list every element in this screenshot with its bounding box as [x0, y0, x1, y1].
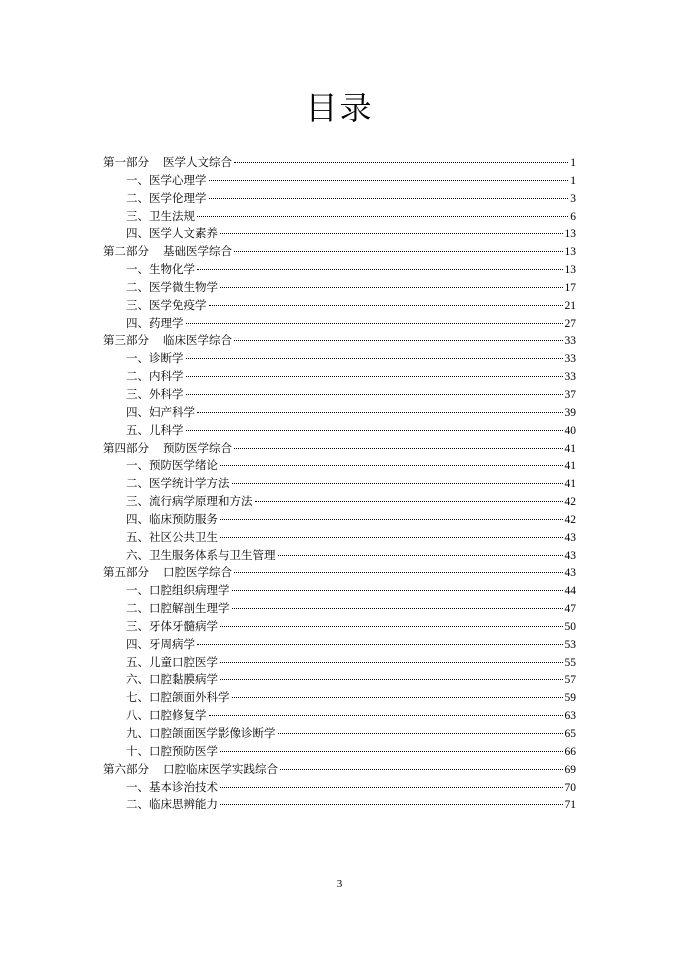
toc-page-number: 65	[564, 728, 576, 740]
toc-section-entry	[103, 350, 576, 368]
toc-entry-label: 一、基本诊治技术	[126, 779, 218, 794]
toc-dot-leader	[197, 412, 563, 413]
toc-page-number: 43	[564, 549, 576, 562]
toc-entry-label	[103, 761, 278, 779]
page-title: 目录	[305, 89, 374, 127]
toc-page-number: 17	[564, 281, 576, 294]
toc-entry-label: 二、医学微生物学	[126, 279, 218, 294]
toc-entry-label: 一、医学心理学	[126, 172, 207, 187]
toc-page-number: 27	[564, 317, 576, 330]
toc-page-number: 59	[564, 692, 576, 705]
toc-page-number: 47	[564, 603, 576, 616]
toc-page-number: 39	[564, 406, 576, 419]
toc-entry-label: 四、临床预防服务	[126, 511, 218, 526]
toc-page-number: 41	[564, 442, 576, 455]
toc-page-number: 43	[564, 567, 576, 580]
toc-section-entry	[103, 547, 576, 565]
toc-dot-leader	[220, 751, 563, 752]
toc-entry-label: 十、口腔预防医学	[126, 743, 218, 758]
toc-dot-leader	[209, 715, 563, 716]
toc-dot-leader	[186, 394, 563, 395]
toc-section-entry	[103, 190, 576, 208]
toc-page-number: 1	[570, 174, 576, 187]
toc-entry-label: 六、卫生服务体系与卫生管理	[126, 547, 276, 562]
toc-dot-leader	[197, 644, 563, 645]
toc-part-title: 口腔临床医学实践综合	[163, 761, 278, 776]
toc-part-number: 第三部分	[103, 333, 149, 348]
toc-section-entry	[103, 779, 576, 797]
toc-section-entry	[103, 796, 576, 814]
toc-dot-leader	[186, 358, 563, 359]
toc-entry-label: 八、口腔修复学	[126, 708, 207, 723]
toc-section-entry	[103, 689, 576, 707]
toc-section-entry	[103, 743, 576, 761]
toc-page-number: 3	[570, 192, 576, 205]
toc-page-number: 41	[564, 478, 576, 491]
toc-part-title: 临床医学综合	[163, 333, 232, 348]
toc-dot-leader	[232, 608, 563, 609]
toc-dot-leader	[186, 323, 563, 324]
toc-page-number: 42	[564, 496, 576, 509]
toc-section-entry	[103, 654, 576, 672]
toc-page-number: 40	[564, 424, 576, 437]
toc-entry-label	[103, 243, 232, 261]
toc-page-number: 44	[564, 585, 576, 598]
toc-entry-label: 一、口腔组织病理学	[126, 583, 230, 598]
toc-section-entry	[103, 279, 576, 297]
toc-entry-label: 四、妇产科学	[126, 404, 195, 419]
toc-entry-label: 四、牙周病学	[126, 636, 195, 651]
toc-dot-leader	[197, 269, 563, 270]
toc-entry-label: 七、口腔颌面外科学	[126, 690, 230, 705]
toc-entry-label: 三、外科学	[126, 386, 184, 401]
toc-page-number: 71	[564, 799, 576, 812]
toc-part-entry	[103, 243, 576, 261]
toc-entry-label: 二、医学统计学方法	[126, 476, 230, 491]
toc-entry-label	[103, 154, 232, 172]
toc-page-number: 13	[564, 246, 576, 259]
toc-section-entry	[103, 493, 576, 511]
toc-section-entry	[103, 386, 576, 404]
toc-page-number: 6	[570, 210, 576, 223]
table-of-contents	[103, 154, 576, 814]
toc-page-number: 1	[570, 157, 576, 169]
toc-dot-leader	[232, 590, 563, 591]
toc-page-number: 55	[564, 656, 576, 669]
page-number: 3	[336, 878, 343, 890]
toc-section-entry	[103, 725, 576, 743]
toc-entry-label: 九、口腔颌面医学影像诊断学	[126, 726, 276, 740]
toc-page-number: 69	[564, 763, 576, 776]
toc-dot-leader	[220, 679, 563, 680]
toc-section-entry	[103, 315, 576, 333]
toc-entry-label	[103, 440, 232, 458]
toc-section-entry	[103, 404, 576, 422]
toc-page-number: 70	[564, 781, 576, 794]
toc-dot-leader	[186, 376, 563, 377]
toc-part-entry	[103, 440, 576, 458]
toc-entry-label: 一、生物化学	[126, 262, 195, 277]
toc-entry-label: 二、医学伦理学	[126, 190, 207, 205]
toc-part-number: 第二部分	[103, 244, 149, 259]
toc-dot-leader	[280, 769, 563, 770]
toc-entry-label: 四、药理学	[126, 315, 184, 330]
toc-part-entry	[103, 564, 576, 582]
toc-entry-label: 五、儿科学	[126, 422, 184, 437]
toc-dot-leader	[220, 787, 563, 788]
toc-dot-leader	[220, 233, 563, 234]
toc-part-entry	[103, 154, 576, 172]
toc-section-entry	[103, 618, 576, 636]
toc-entry-label: 二、口腔解剖生理学	[126, 601, 230, 616]
toc-page-number: 43	[564, 531, 576, 544]
toc-section-entry	[103, 529, 576, 547]
toc-part-entry	[103, 332, 576, 350]
toc-section-entry	[103, 172, 576, 190]
toc-section-entry	[103, 261, 576, 279]
toc-entry-label: 三、流行病学原理和方法	[126, 494, 253, 509]
toc-dot-leader	[220, 804, 563, 805]
toc-part-entry	[103, 761, 576, 779]
toc-entry-label: 三、医学免疫学	[126, 297, 207, 312]
toc-dot-leader	[232, 483, 563, 484]
toc-dot-leader	[220, 626, 563, 627]
toc-dot-leader	[220, 287, 563, 288]
toc-page-number: 66	[564, 745, 576, 758]
toc-part-number: 第四部分	[103, 440, 149, 455]
toc-entry-label	[103, 332, 232, 350]
toc-section-entry	[103, 208, 576, 226]
toc-entry-label: 三、卫生法规	[126, 208, 195, 223]
toc-page-number: 53	[564, 638, 576, 651]
toc-page-number: 37	[564, 388, 576, 401]
toc-page-number: 57	[564, 674, 576, 687]
toc-dot-leader	[232, 697, 563, 698]
toc-section-entry	[103, 707, 576, 725]
toc-dot-leader	[255, 501, 563, 502]
toc-entry-label: 五、社区公共卫生	[126, 529, 218, 544]
toc-section-entry	[103, 225, 576, 243]
toc-part-title: 预防医学综合	[163, 440, 232, 455]
toc-page-number: 50	[564, 620, 576, 633]
toc-page-number: 13	[564, 228, 576, 241]
toc-entry-label: 三、牙体牙髓病学	[126, 618, 218, 633]
toc-entry-label: 一、诊断学	[126, 351, 184, 366]
toc-dot-leader	[234, 572, 563, 573]
toc-part-title: 基础医学综合	[163, 244, 232, 259]
toc-part-title: 医学人文综合	[163, 155, 232, 169]
toc-entry-label: 五、儿童口腔医学	[126, 654, 218, 669]
toc-page-number: 33	[564, 353, 576, 366]
toc-entry-label: 二、内科学	[126, 369, 184, 384]
toc-section-entry	[103, 582, 576, 600]
toc-section-entry	[103, 600, 576, 618]
toc-page-number: 33	[564, 335, 576, 348]
toc-dot-leader	[209, 198, 569, 199]
toc-part-number: 第五部分	[103, 565, 149, 580]
toc-section-entry	[103, 475, 576, 493]
toc-dot-leader	[278, 733, 563, 734]
toc-entry-label: 四、医学人文素养	[126, 226, 218, 241]
toc-entry-label: 一、预防医学绪论	[126, 458, 218, 473]
toc-entry-label	[103, 564, 232, 582]
toc-section-entry	[103, 636, 576, 654]
toc-part-number: 第六部分	[103, 761, 149, 776]
toc-part-number: 第一部分	[103, 155, 149, 169]
toc-section-entry	[103, 511, 576, 529]
toc-section-entry	[103, 368, 576, 386]
toc-section-entry	[103, 671, 576, 689]
toc-section-entry	[103, 422, 576, 440]
toc-page-number: 21	[564, 299, 576, 312]
toc-dot-leader	[234, 162, 568, 163]
toc-section-entry	[103, 457, 576, 475]
toc-dot-leader	[278, 555, 563, 556]
toc-page-number: 63	[564, 710, 576, 723]
toc-page-number: 13	[564, 264, 576, 277]
toc-section-entry	[103, 297, 576, 315]
toc-dot-leader	[234, 251, 563, 252]
toc-dot-leader	[209, 180, 569, 181]
toc-dot-leader	[220, 519, 563, 520]
toc-dot-leader	[234, 448, 563, 449]
toc-dot-leader	[234, 340, 563, 341]
toc-entry-label: 六、口腔黏膜病学	[126, 672, 218, 687]
toc-part-title: 口腔医学综合	[163, 565, 232, 580]
toc-dot-leader	[220, 465, 563, 466]
toc-page-number: 33	[564, 371, 576, 384]
toc-dot-leader	[220, 662, 563, 663]
toc-dot-leader	[209, 305, 563, 306]
toc-dot-leader	[197, 216, 568, 217]
toc-entry-label: 二、临床思辨能力	[126, 797, 218, 812]
toc-dot-leader	[186, 430, 563, 431]
toc-dot-leader	[220, 537, 563, 538]
toc-page-number: 42	[564, 513, 576, 526]
toc-page-number: 41	[564, 460, 576, 473]
